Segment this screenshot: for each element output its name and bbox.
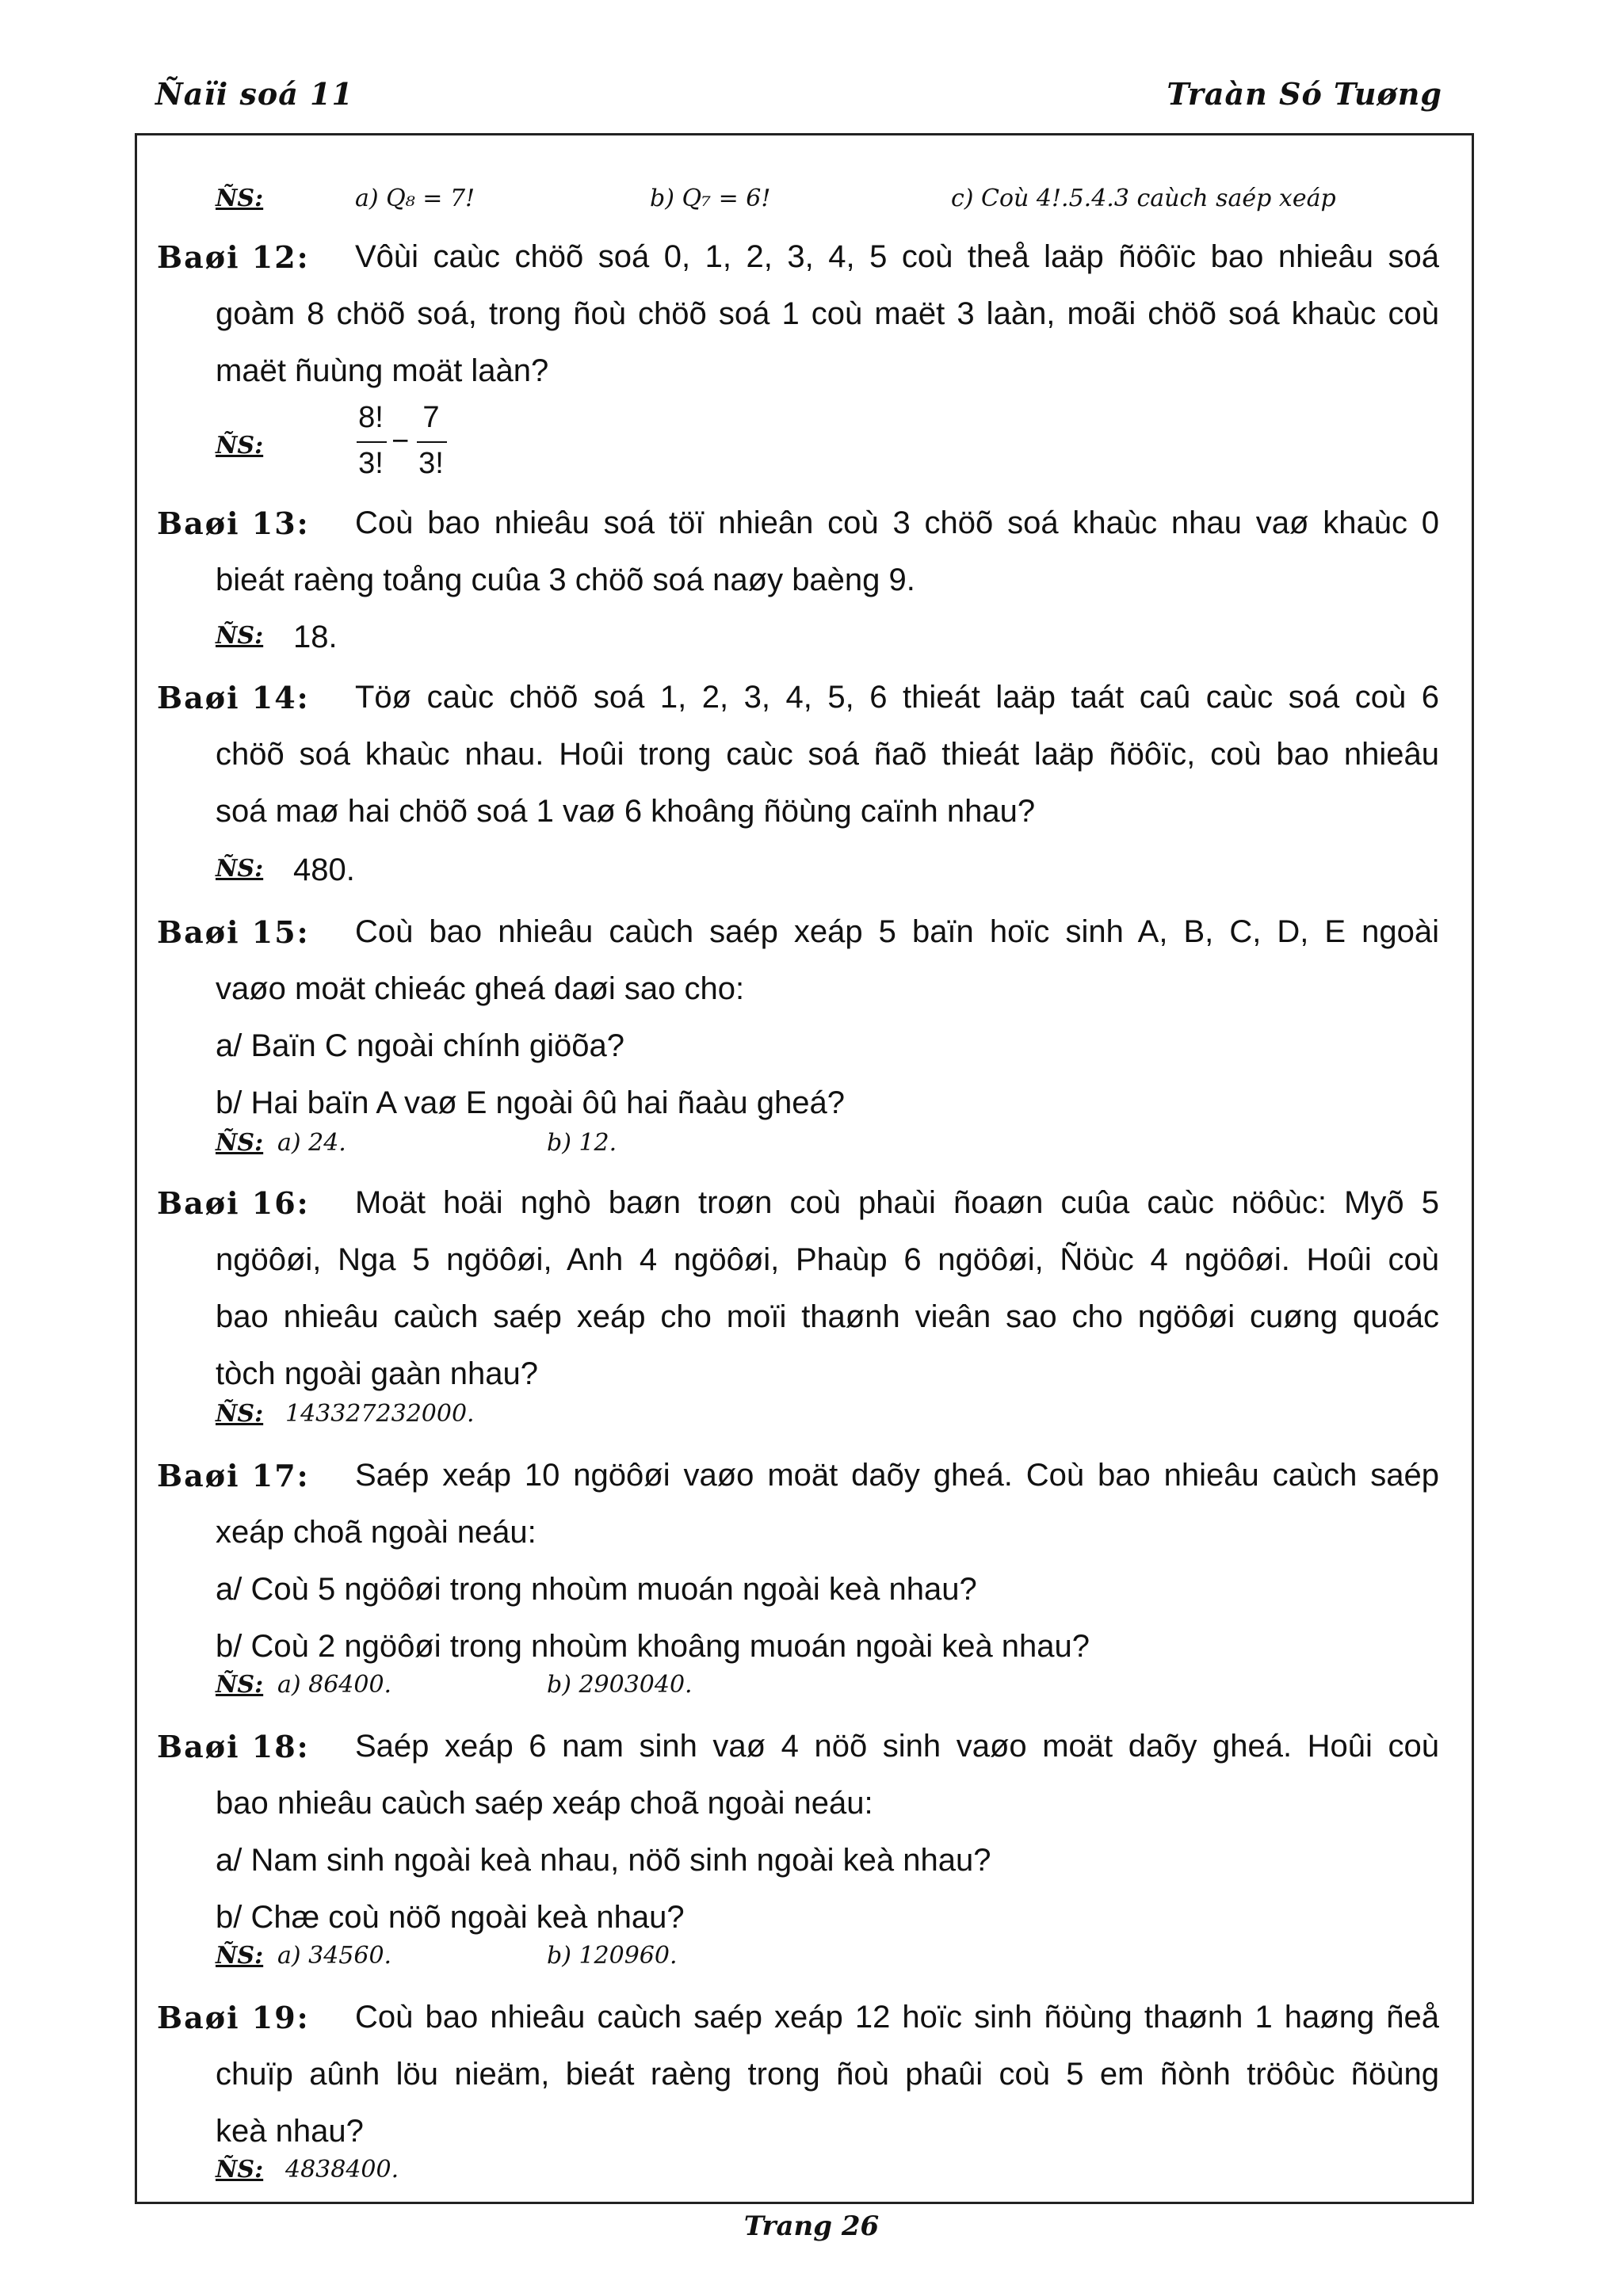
fraction-denominator: 3! bbox=[418, 447, 444, 480]
fraction-operator: − bbox=[391, 425, 410, 458]
fraction-numerator: 8! bbox=[358, 401, 384, 434]
answer-a: a) 24. bbox=[277, 1129, 346, 1157]
problem-line: Töø caùc chöõ soá 1, 2, 3, 4, 5, 6 thieát laäp taát caû caùc soá coù 6 bbox=[355, 680, 1439, 715]
problem-label: Baøi 15: bbox=[157, 914, 310, 950]
problem-line: vaøo moät chieác gheá daøi sao cho: bbox=[216, 971, 745, 1006]
answer-tag: ÑS: bbox=[216, 1129, 264, 1157]
problem-text bbox=[216, 494, 1439, 608]
answer-b: b) 2903040. bbox=[547, 1671, 693, 1699]
fraction-bar bbox=[417, 441, 447, 443]
answer-tag: ÑS: bbox=[216, 432, 264, 460]
problem-line: bao nhieâu caùch saép xeáp choã ngoài neáu: bbox=[216, 1786, 873, 1821]
problem-line: chuïp aûnh löu nieäm, bieát raèng trong ñoù phaûi coù 5 em ñònh tröôùc ñöùng bbox=[216, 2057, 1439, 2092]
answer-tag: ÑS: bbox=[216, 2156, 264, 2183]
answer-tag: ÑS: bbox=[216, 1671, 264, 1699]
problem-line: ngöôøi, Nga 5 ngöôøi, Anh 4 ngöôøi, Phaùp 6 ngöôøi, Ñöùc 4 ngöôøi. Hoûi coù bbox=[216, 1242, 1439, 1277]
answer-fraction bbox=[355, 402, 466, 482]
answer-b: b) Q₇ = 6! bbox=[650, 185, 771, 212]
problem-label: Baøi 12: bbox=[157, 239, 310, 275]
problem-line: b/ Coù 2 ngöôøi trong nhoùm khoâng muoán ngoài keà nhau? bbox=[216, 1629, 1090, 1664]
header-left-title: Ñaïi soá 11 bbox=[155, 76, 353, 112]
problem-text bbox=[216, 903, 1439, 1131]
answer-value: 480. bbox=[293, 852, 355, 887]
problem-text bbox=[216, 1174, 1439, 1402]
problem-line: Coù bao nhieâu soá töï nhieân coù 3 chöõ soá khaùc nhau vaø khaùc 0 bbox=[355, 505, 1439, 540]
problem-line: tòch ngoài gaàn nhau? bbox=[216, 1356, 539, 1391]
answer-a: a) 34560. bbox=[277, 1942, 392, 1970]
answer-tag: ÑS: bbox=[216, 1400, 264, 1428]
problem-line: Vôùi caùc chöõ soá 0, 1, 2, 3, 4, 5 coù theå laäp ñöôïc bao nhieâu soá bbox=[355, 239, 1439, 274]
problem-text bbox=[216, 1718, 1439, 1946]
answer-tag: ÑS: bbox=[216, 185, 264, 212]
problem-line: bieát raèng toång cuûa 3 chöõ soá naøy baèng 9. bbox=[216, 563, 915, 597]
answer-tag: ÑS: bbox=[216, 1942, 264, 1970]
header-right-author: Traàn Só Tuøng bbox=[1167, 76, 1442, 112]
answer-c: c) Coù 4!.5.4.3 caùch saép xeáp bbox=[951, 185, 1336, 212]
problem-text bbox=[216, 228, 1439, 399]
answer-value: 18. bbox=[293, 620, 338, 654]
answer-a: a) Q₈ = 7! bbox=[355, 185, 475, 212]
problem-label: Baøi 13: bbox=[157, 505, 310, 541]
problem-line: a/ Nam sinh ngoài keà nhau, nöõ sinh ngoài keà nhau? bbox=[216, 1843, 991, 1878]
problem-line: chöõ soá khaùc nhau. Hoûi trong caùc soá ñaõ thieát laäp ñöôïc, coù bao nhieâu bbox=[216, 737, 1439, 772]
problem-line: goàm 8 chöõ soá, trong ñoù chöõ soá 1 coù maët 3 laàn, moãi chöõ soá khaùc coù bbox=[216, 296, 1439, 331]
fraction-denominator: 3! bbox=[358, 447, 384, 480]
problem-line: Saép xeáp 6 nam sinh vaø 4 nöõ sinh vaøo moät daõy gheá. Hoûi coù bbox=[355, 1729, 1439, 1764]
answer-a: a) 86400. bbox=[277, 1671, 392, 1699]
problem-line: keà nhau? bbox=[216, 2114, 364, 2149]
problem-label: Baøi 14: bbox=[157, 680, 310, 715]
problem-line: xeáp choã ngoài neáu: bbox=[216, 1515, 537, 1550]
problem-line: Moät hoäi nghò baøn troøn coù phaùi ñoaøn cuûa caùc nöôùc: Myõ 5 bbox=[355, 1185, 1439, 1220]
problem-line: b/ Chæ coù nöõ ngoài keà nhau? bbox=[216, 1900, 685, 1935]
problem-line: a/ Coù 5 ngöôøi trong nhoùm muoán ngoài keà nhau? bbox=[216, 1572, 977, 1607]
problem-line: Saép xeáp 10 ngöôøi vaøo moät daõy gheá. Coù bao nhieâu caùch saép bbox=[355, 1458, 1439, 1493]
answer-tag: ÑS: bbox=[216, 855, 264, 883]
problem-line: maët ñuùng moät laàn? bbox=[216, 353, 549, 388]
page-number: Trang 26 bbox=[743, 2210, 880, 2242]
fraction-numerator: 7 bbox=[422, 401, 440, 434]
answer-value: 4838400. bbox=[285, 2156, 399, 2183]
problem-text bbox=[216, 1989, 1439, 2160]
problem-line: Coù bao nhieâu caùch saép xeáp 5 baïn hoïc sinh A, B, C, D, E ngoài bbox=[355, 914, 1439, 949]
problem-label: Baøi 18: bbox=[157, 1729, 310, 1764]
answer-tag: ÑS: bbox=[216, 622, 264, 650]
problem-line: Coù bao nhieâu caùch saép xeáp 12 hoïc sinh ñöùng thaønh 1 haøng ñeå bbox=[355, 2000, 1439, 2035]
problem-label: Baøi 17: bbox=[157, 1458, 310, 1493]
fraction-bar bbox=[357, 441, 387, 443]
problem-line: soá maø hai chöõ soá 1 vaø 6 khoâng ñöùng caïnh nhau? bbox=[216, 794, 1036, 829]
problem-line: bao nhieâu caùch saép xeáp cho moïi thaønh vieân sao cho ngöôøi cuøng quoác bbox=[216, 1299, 1439, 1334]
problem-line: b/ Hai baïn A vaø E ngoài ôû hai ñaàu gheá? bbox=[216, 1085, 845, 1120]
answer-value: 143327232000. bbox=[285, 1400, 475, 1428]
answer-b: b) 12. bbox=[547, 1129, 617, 1157]
problem-label: Baøi 16: bbox=[157, 1185, 310, 1221]
answer-b: b) 120960. bbox=[547, 1942, 678, 1970]
problem-text bbox=[216, 669, 1439, 840]
problem-label: Baøi 19: bbox=[157, 2000, 310, 2035]
problem-line: a/ Baïn C ngoài chính giöõa? bbox=[216, 1028, 624, 1063]
problem-text bbox=[216, 1447, 1439, 1675]
